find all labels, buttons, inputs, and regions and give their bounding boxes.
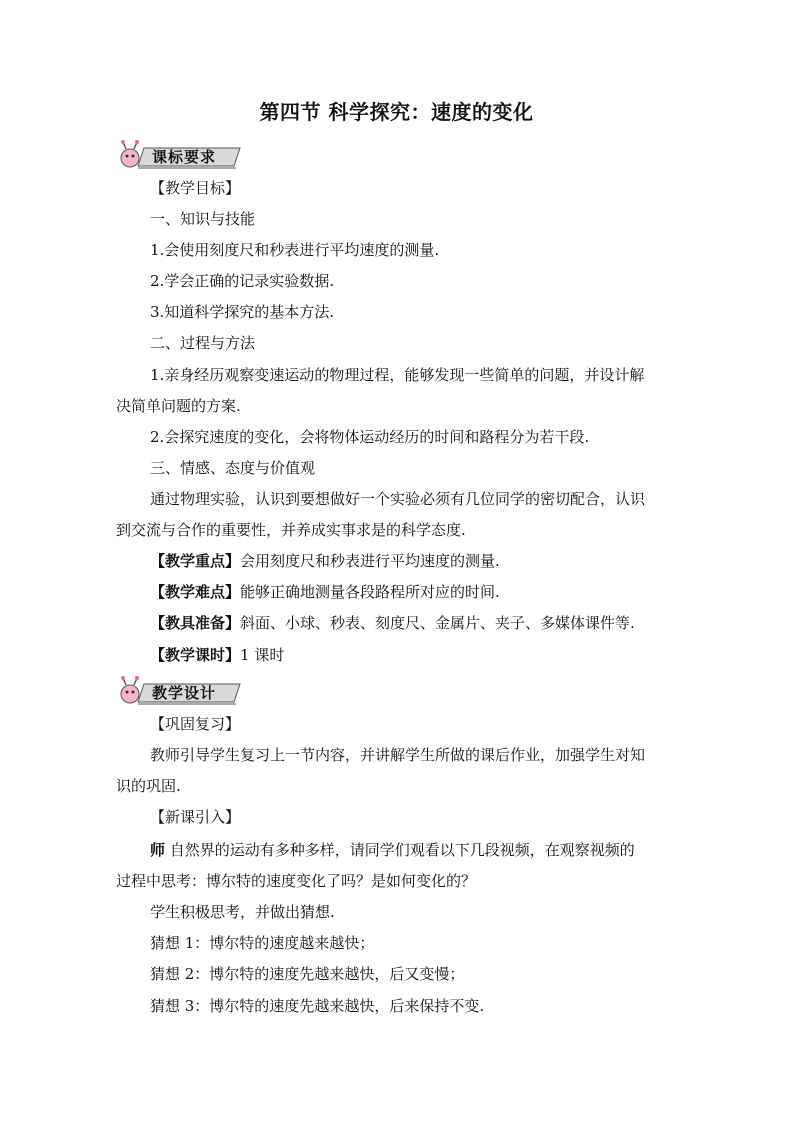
text-line: 二、过程与方法 — [150, 334, 256, 352]
field-value: 能够正确地测量各段路程所对应的时间. — [240, 583, 500, 601]
banner-label: 课标要求 — [152, 148, 217, 166]
key-point-line — [150, 551, 676, 571]
field-label: 【教学难点】 — [150, 583, 241, 601]
text-line: 猜想 1：博尔特的速度越来越快； — [150, 934, 375, 952]
text-line: 2.学会正确的记录实验数据. — [150, 272, 335, 290]
equipment-line — [150, 613, 676, 633]
text-line: 三、情感、态度与价值观 — [150, 459, 316, 477]
text-line: 一、知识与技能 — [150, 210, 256, 228]
text-line: 教师引导学生复习上一节内容，并讲解学生所做的课后作业，加强学生对知 — [150, 746, 646, 764]
section-title: 第四节 科学探究：速度的变化 — [259, 100, 534, 124]
field-value: 斜面、小球、秒表、刻度尺、金属片、夹子、多媒体课件等. — [240, 614, 635, 632]
text-line: 通过物理实验，认识到要想做好一个实验必须有几位同学的密切配合，认识 — [150, 490, 646, 508]
banner-label: 教学设计 — [152, 684, 217, 702]
text-line: 学生积极思考，并做出猜想. — [150, 903, 335, 921]
text-line: 到交流与合作的重要性，并养成实事求是的科学态度. — [116, 521, 466, 539]
text-line: 【新课引入】 — [150, 808, 241, 826]
text-line: 【巩固复习】 — [150, 715, 241, 733]
text-line: 3.知道科学探究的基本方法. — [150, 303, 335, 321]
text-line: 识的巩固. — [116, 777, 181, 795]
banner-teaching-design — [116, 676, 246, 708]
text-line: 1.会使用刻度尺和秒表进行平均速度的测量. — [150, 241, 440, 259]
text-line: 【教学目标】 — [150, 179, 241, 197]
speech-text: 自然界的运动有多种多样，请同学们观看以下几段视频，在观察视频的 — [165, 841, 635, 859]
speaker-label: 师 — [150, 841, 166, 859]
field-label: 【教具准备】 — [150, 614, 241, 632]
field-label: 【教学重点】 — [150, 552, 241, 570]
text-line: 过程中思考：博尔特的速度变化了吗？是如何变化的？ — [116, 872, 477, 890]
banner-curriculum-requirements — [116, 140, 246, 172]
field-label: 【教学课时】 — [150, 646, 241, 664]
difficulty-line — [150, 582, 676, 602]
field-value: 会用刻度尺和秒表进行平均速度的测量. — [240, 552, 500, 570]
teacher-line — [150, 840, 676, 860]
text-line: 猜想 2：博尔特的速度先越来越快，后又变慢； — [150, 965, 465, 983]
text-line: 决简单问题的方案. — [116, 397, 241, 415]
text-line: 猜想 3：博尔特的速度先越来越快，后来保持不变. — [150, 997, 485, 1015]
text-line: 1.亲身经历观察变速运动的物理过程，能够发现一些简单的问题，并设计解 — [150, 366, 645, 384]
class-hours-line — [150, 645, 676, 665]
field-value: 1 课时 — [240, 646, 285, 664]
text-line: 2.会探究速度的变化，会将物体运动经历的时间和路程分为若干段. — [150, 428, 590, 446]
